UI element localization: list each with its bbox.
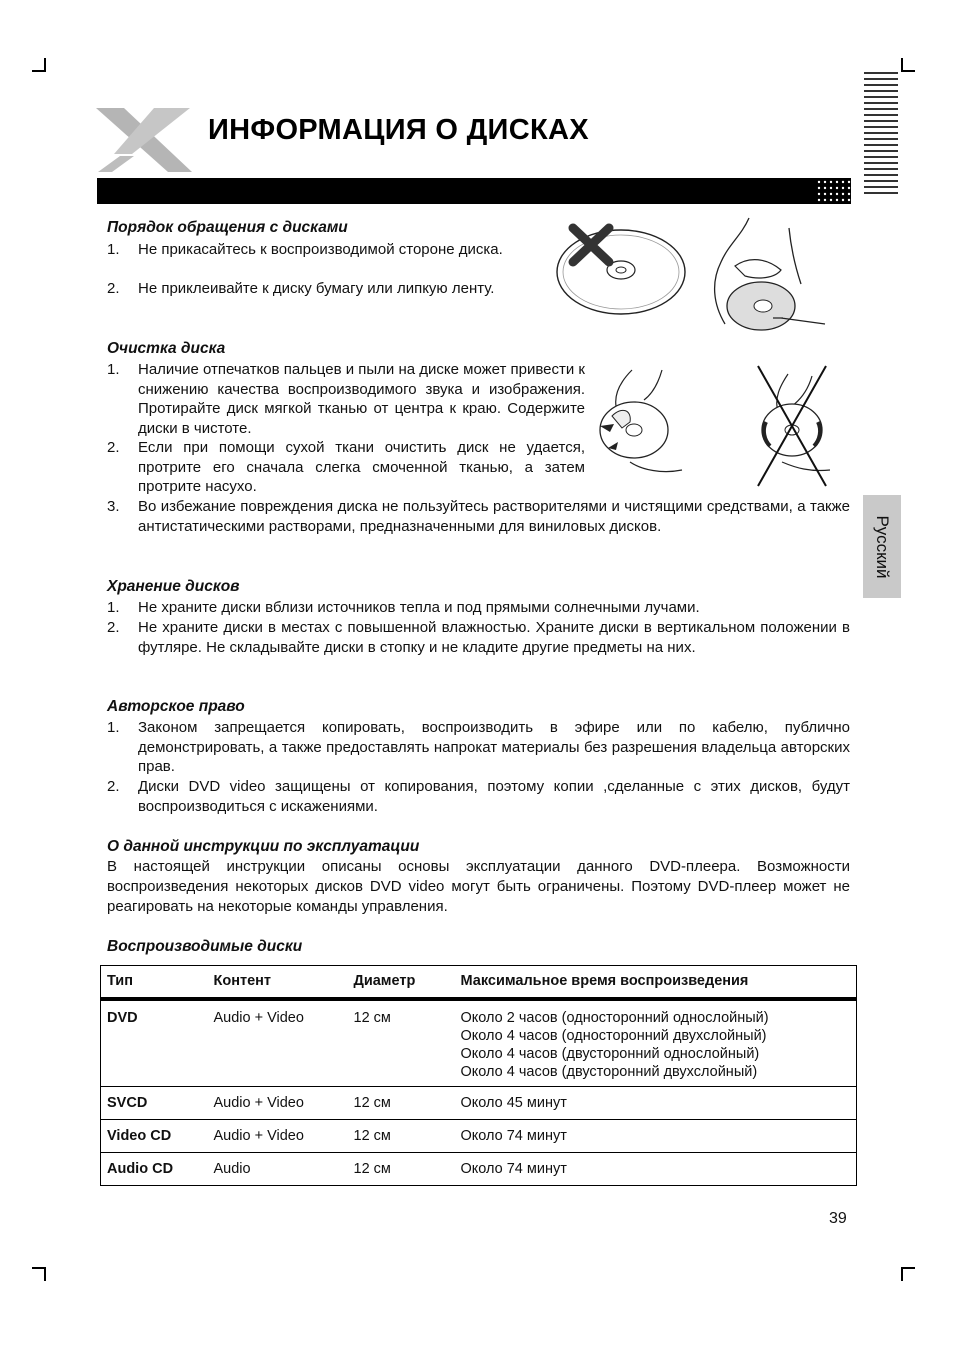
table-row: [101, 1153, 857, 1186]
list-item: [107, 598, 850, 618]
list-number: 2.: [107, 619, 120, 636]
list-text: Наличие отпечатков пальцев и пыли на диске может привести к снижению качества воспроизводимого звука и изображения. Протирайте диск мягкой тканью от центра к краю. Содержите диски в чистоте.: [138, 361, 585, 437]
cell-content: Audio + Video: [208, 1087, 348, 1120]
page-number: 39: [829, 1210, 847, 1227]
list-number: 2.: [107, 280, 120, 297]
cell-type: SVCD: [101, 1087, 208, 1120]
list-item: [107, 279, 542, 299]
cell-type: DVD: [107, 1009, 138, 1026]
list-text: Законом запрещается копировать, воспроизводить в эфире или по кабелю, публично демонстрировать, а также предоставлять напрокат материалы без разрешения владельца авторских прав.: [138, 719, 850, 776]
table-row: [101, 1087, 857, 1120]
crop-mark: [44, 1267, 46, 1281]
column-header-play-time: Максимальное время воспроизведения: [455, 966, 857, 999]
disc-cleaning-wrong-illustration: [752, 364, 832, 488]
disc-cleaning-correct-illustration: [592, 366, 690, 478]
play-time-line: Около 4 часов (двусторонний двухслойный): [460, 1063, 758, 1080]
column-header-content: Контент: [208, 966, 348, 999]
hand-holding-disc-illustration: [705, 214, 827, 332]
cell-content: Audio + Video: [208, 1120, 348, 1153]
cell-play-time: [455, 999, 857, 1087]
list-number: 2.: [107, 778, 120, 795]
table-row: [101, 999, 857, 1087]
list-text: Если при помощи сухой ткани очистить диск не удается, протрите его сначала слегка смоченной тканью, а затем протрите насухо.: [138, 439, 585, 496]
disc-dont-touch-illustration: [553, 222, 687, 320]
cell-type: Video CD: [101, 1120, 208, 1153]
cell-play-time: Около 74 минут: [455, 1153, 857, 1186]
cell-diameter: 12 см: [353, 1009, 391, 1026]
band-dot-pattern: [815, 178, 851, 204]
column-header-type: Тип: [101, 966, 208, 999]
header-stripes: [864, 72, 898, 198]
column-header-diameter: Диаметр: [348, 966, 455, 999]
section-copyright-title: Авторское право: [107, 698, 245, 715]
cell-type: Audio CD: [101, 1153, 208, 1186]
cell-play-time: Около 45 минут: [455, 1087, 857, 1120]
list-number: 1.: [107, 599, 120, 616]
table-row: [101, 1120, 857, 1153]
list-text: Не прикасайтесь к воспроизводимой стороне диска.: [138, 241, 503, 258]
crop-mark: [901, 1267, 903, 1281]
list-item: [107, 438, 585, 497]
cell-play-time: Около 74 минут: [455, 1120, 857, 1153]
list-item: [107, 777, 850, 816]
play-time-line: Около 2 часов (односторонний однослойный): [460, 1009, 769, 1026]
section-cleaning-title: Очистка диска: [107, 340, 226, 357]
list-text: Диски DVD video защищены от копирования, поэтому копии ,сделанные с этих дисков, будут воспроизводиться с искажениями.: [138, 778, 850, 815]
section-manual-title: О данной инструкции по эксплуатации: [107, 838, 420, 855]
list-number: 3.: [107, 498, 120, 515]
list-number: 1.: [107, 719, 120, 736]
cell-content: Audio + Video: [213, 1009, 304, 1026]
cell-diameter: 12 см: [348, 1087, 455, 1120]
manual-paragraph: В настоящей инструкции описаны основы эксплуатации данного DVD-плеера. Возможности воспроизведения некоторых дисков DVD video могут быть ограничены. Поэтому DVD-плеер может не реагировать на некоторые команды управления.: [107, 858, 850, 915]
section-handling-title: Порядок обращения с дисками: [107, 219, 348, 236]
play-time-line: Около 4 часов (односторонний двухслойный): [460, 1027, 767, 1044]
list-item: [107, 618, 850, 657]
list-item: [107, 360, 585, 438]
table-header-row: [101, 966, 857, 999]
list-number: 2.: [107, 439, 120, 456]
play-time-line: Около 4 часов (двусторонний однослойный): [460, 1045, 760, 1062]
cell-content: Audio: [208, 1153, 348, 1186]
crop-mark: [901, 70, 915, 72]
language-tab-label: Русский: [873, 514, 892, 579]
header-band: [97, 178, 851, 204]
crop-mark: [901, 1267, 915, 1269]
playable-discs-table: [100, 965, 857, 1186]
language-tab: [863, 495, 901, 598]
section-storage-title: Хранение дисков: [107, 578, 240, 595]
list-text: Не храните диски вблизи источников тепла и под прямыми солнечными лучами.: [138, 599, 700, 616]
list-item: [107, 497, 850, 536]
cell-diameter: 12 см: [348, 1153, 455, 1186]
list-item: [107, 718, 850, 777]
list-text: Не приклеивайте к диску бумагу или липкую ленту.: [138, 280, 495, 297]
crop-mark: [32, 70, 46, 72]
list-number: 1.: [107, 241, 120, 258]
page-title: ИНФОРМАЦИЯ О ДИСКАХ: [208, 114, 589, 146]
list-number: 1.: [107, 361, 120, 378]
section-playable-title: Воспроизводимые диски: [107, 938, 303, 955]
brand-logo: [94, 106, 194, 174]
cell-diameter: 12 см: [348, 1120, 455, 1153]
list-text: Не храните диски в местах с повышенной влажностью. Храните диски в вертикальном положении в футляре. Не складывайте диски в стопку и не кладите другие предметы на них.: [138, 619, 850, 656]
list-text: Во избежание повреждения диска не пользуйтесь растворителями и чистящими средствами, а также антистатическими растворами, предназначенными для виниловых дисков.: [138, 498, 850, 535]
list-item: [107, 240, 542, 260]
